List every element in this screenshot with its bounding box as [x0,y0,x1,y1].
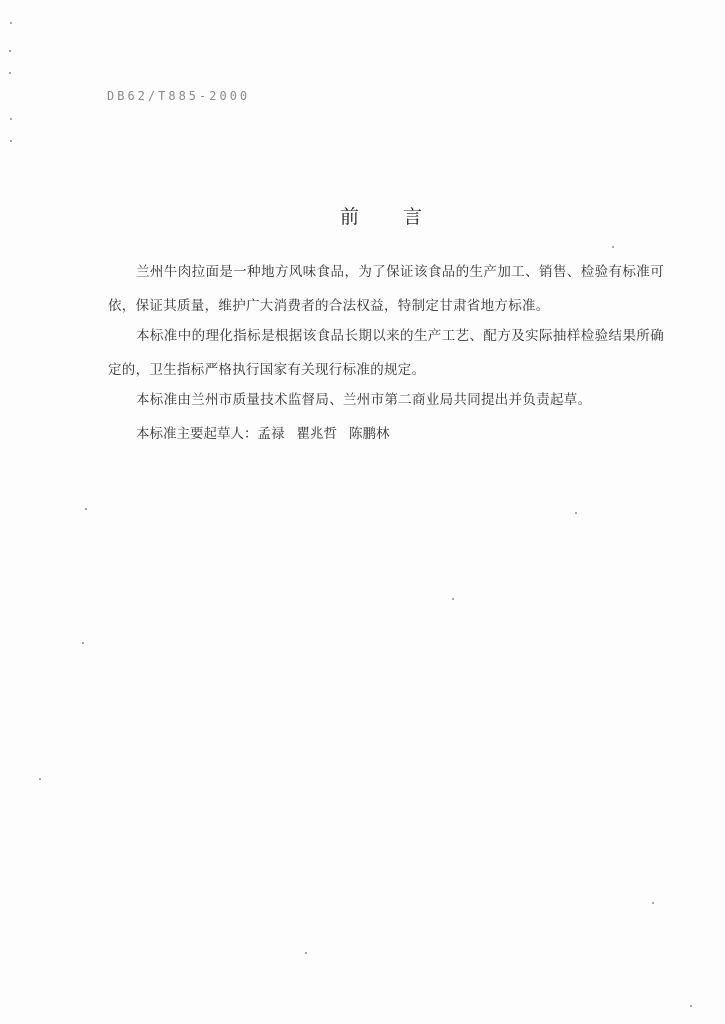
drafter-name: 陈鹏林 [349,426,390,442]
scan-speck [9,50,11,52]
scan-speck [452,598,454,600]
scan-speck [612,246,614,248]
paragraph-indicators: 本标准中的理化指标是根据该食品长期以来的生产工艺、配方及实际抽样检验结果所确定的，卫生指标严格执行国家有关现行标准的规定。 [108,328,664,378]
scan-speck [305,952,307,954]
drafter-name: 孟禄 [257,426,285,442]
scan-speck [10,140,12,142]
foreword-body [108,255,664,451]
page-heading: 前言 [340,206,467,228]
scan-speck [652,902,654,904]
drafters-label: 本标准主要起草人： [136,426,258,442]
paragraph-purpose: 兰州牛肉拉面是一种地方风味食品，为了保证该食品的生产加工、销售、检验有标准可依，保证其质量，维护广大消费者的合法权益，特制定甘肃省地方标准。 [108,264,664,314]
scan-speck [690,1005,692,1007]
drafters-line [108,417,664,451]
scan-speck [575,512,577,514]
scan-speck [82,642,84,644]
standard-code: DB62/T885-2000 [107,89,251,103]
scan-speck [85,508,87,510]
drafter-name: 瞿兆哲 [296,426,337,442]
scan-speck [39,778,41,780]
paragraph-drafting-org: 本标准由兰州市质量技术监督局、兰州市第二商业局共同提出并负责起草。 [136,392,592,408]
scan-speck [9,72,11,74]
scan-speck [10,118,12,120]
scan-speck [10,22,12,24]
